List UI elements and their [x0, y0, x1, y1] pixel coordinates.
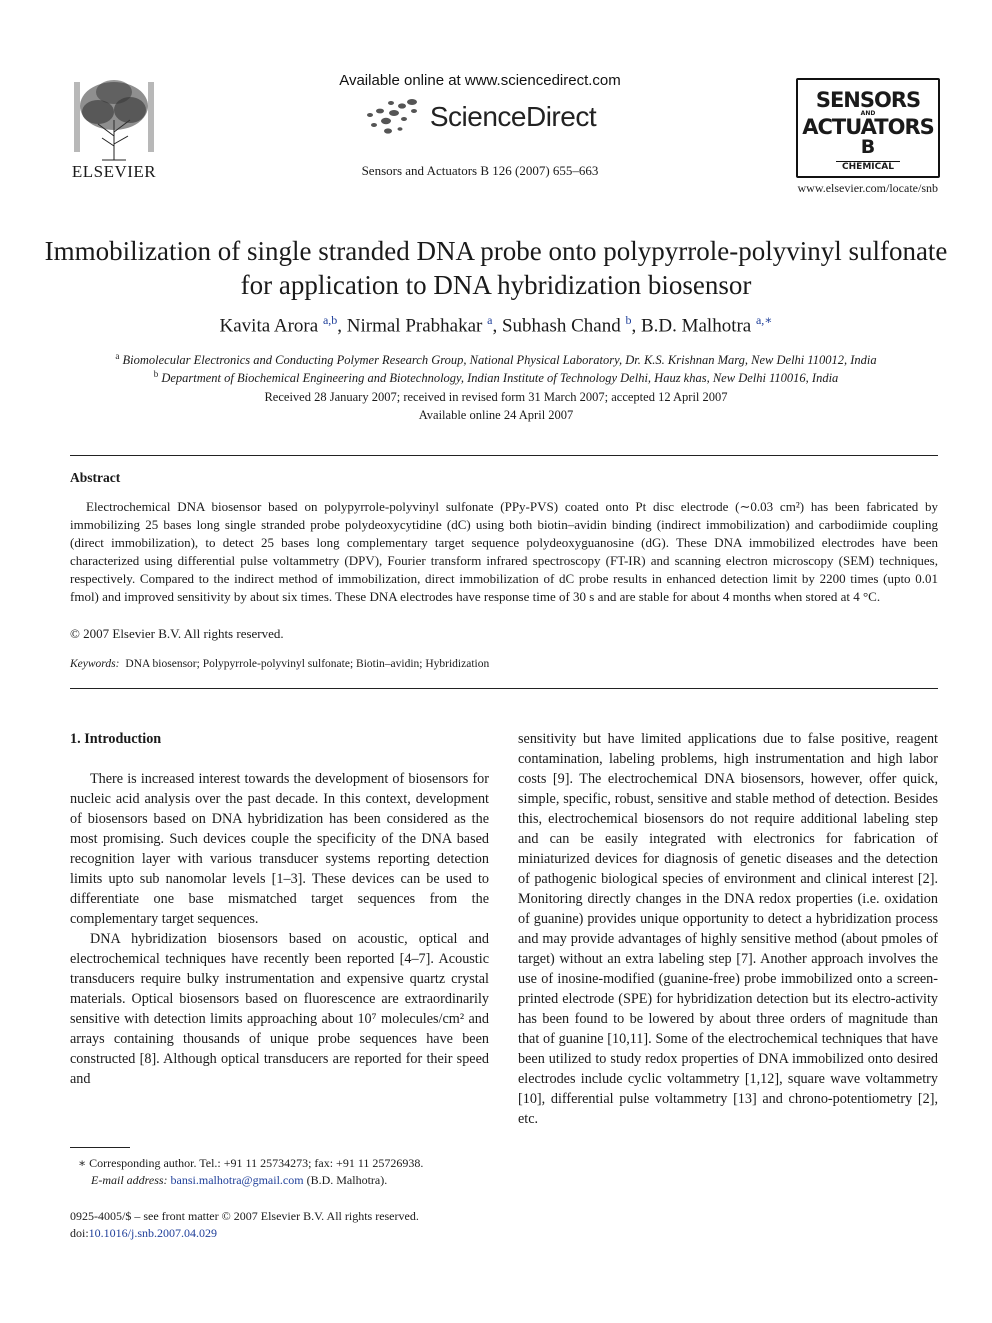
affiliation-marker: b	[153, 369, 159, 379]
email-label: E-mail address:	[91, 1173, 168, 1187]
keywords-list: DNA biosensor; Polypyrrole-polyvinyl sulfonate; Biotin–avidin; Hybridization	[125, 658, 490, 670]
issn-footer	[70, 1208, 419, 1242]
available-online-text[interactable]: Available online at www.sciencedirect.com	[339, 72, 621, 89]
journal-reference: Sensors and Actuators B 126 (2007) 655–663	[361, 163, 599, 178]
article-title: Immobilization of single stranded DNA probe onto polypyrrole-polyvinyl sulfonate for application to DNA hybridization biosensor	[44, 236, 948, 300]
logo-line-actuators: ACTUATORS	[802, 115, 934, 139]
received-dates: Received 28 January 2007; received in revised form 31 March 2007; accepted 12 April 2007	[264, 390, 728, 404]
keywords-label: Keywords:	[70, 658, 120, 670]
footnote-divider	[70, 1147, 130, 1148]
doi-link[interactable]: 10.1016/j.snb.2007.04.029	[88, 1226, 218, 1240]
abstract-heading: Abstract	[70, 470, 121, 485]
sciencedirect-block	[300, 72, 660, 179]
elsevier-wordmark: ELSEVIER	[71, 162, 157, 181]
email-link[interactable]: bansi.malhotra@gmail.com	[170, 1173, 304, 1187]
author-affil-link[interactable]: b	[625, 313, 632, 327]
divider	[70, 688, 938, 689]
sciencedirect-wordmark: ScienceDirect	[429, 101, 597, 132]
divider	[70, 455, 938, 456]
doi-label: doi:	[70, 1226, 89, 1240]
body-paragraph: DNA hybridization biosensors based on acoustic, optical and electrochemical techniques have recently been reported [4–7]. Acoustic transducers require bulky instrumentation and expensive quartz crystal materials. Optical biosensors based on fluorescence are extraordinarily sensitive with detection limits approaching about 10⁷ molecules/cm² and arrays containing thousands of unique probe sequences have been constructed [8]. Although optical transducers are reported for their speed and	[70, 931, 489, 1087]
journal-url-link[interactable]: www.elsevier.com/locate/snb	[797, 181, 938, 195]
sciencedirect-dots-icon	[364, 97, 422, 137]
corresponding-author-footnote	[78, 1155, 423, 1189]
logo-line-chemical: CHEMICAL	[836, 161, 900, 172]
elsevier-logo	[64, 76, 164, 180]
keywords	[70, 658, 489, 670]
author-list: Kavita Arora $^{a,b}$, Nirmal Prabhakar $^a$, Subhash Chand $^b$, B.D. Malhotra $^{a,∗}$	[219, 313, 773, 337]
author-name[interactable]: Nirmal Prabhakar	[346, 315, 483, 337]
author-affil-link[interactable]: a,b	[322, 313, 338, 327]
section-heading-introduction: 1. Introduction	[70, 731, 162, 747]
elsevier-tree-icon	[68, 76, 160, 162]
corresponding-author-text: ∗ Corresponding author. Tel.: +91 11 25734273; fax: +91 11 25726938.	[78, 1156, 424, 1170]
logo-line-sensors: SENSORS	[815, 88, 921, 112]
author-affil-link[interactable]: a	[487, 313, 493, 327]
sensors-actuators-logo	[796, 78, 940, 178]
author-name[interactable]: Kavita Arora	[219, 315, 319, 337]
body-paragraph: sensitivity but have limited applications due to false positive, reagent contamination, labeling problems, high instrumentation and high labor costs [9]. The electrochemical DNA biosensors, however, offer quick, simple, specific, robust, sensitive and stable method of detection. Besides this, electrochemical biosensors do not require additional labeling step and can be easily integrated with electronics for fabrication of miniaturized devices for diagnosis of genetic diseases and the detection of pathogenic biological species of environment and clinical interest [2]. Monitoring directly changes in the DNA redox properties (i.e. oxidation of guanine) provides unique opportunity to detect a hybridization process and may provide advantages of highly sensitive method (about pmoles of target) without an extra labeling step [7]. Another approach involves the use of inosine-modified (guanine-free) probe immobilized onto a screen-printed electrode (SPE) for hybridization detection but its electro-activity has been found to be lowered by about three orders of magnitude than that of guanine [10,11]. Some of the electrochemical techniques that have been utilized to study redox properties of DNA immobilized onto desired electrodes include cyclic voltammetry [1,12], square wave voltammetry [10], differential pulse voltammetry [13] and chrono-potentiometry [2], etc.	[518, 731, 938, 1127]
author-affil-link[interactable]: a,∗	[755, 313, 773, 327]
abstract-copyright: © 2007 Elsevier B.V. All rights reserved.	[70, 626, 284, 641]
author-name[interactable]: B.D. Malhotra	[640, 315, 752, 337]
body-paragraph: There is increased interest towards the development of biosensors for nucleic acid analysis over the past decade. In this context, development of biosensors based on DNA hybridization has been considered as the most promising. Such devices couple the specificity of the DNA based recognition layer with various transducer systems reporting detection limits upto sub nanomolar levels [1–3]. These devices can be used to differentiate one base mismatched target sequences from the complementary target sequences.	[70, 771, 489, 927]
left-column	[70, 769, 489, 1089]
right-column	[518, 729, 938, 1129]
affiliation-a	[40, 351, 952, 368]
available-online-date: Available online 24 April 2007	[418, 408, 574, 422]
affiliation-text: Biomolecular Electronics and Conducting Polymer Research Group, National Physical Laboratory, Dr. K.S. Krishnan Marg, New Delhi 110012, India	[122, 353, 877, 368]
abstract-text: Electrochemical DNA biosensor based on polypyrrole-polyvinyl sulfonate (PPy-PVS) coated onto Pt disc electrode (∼0.03 cm²) has been fabricated by immobilizing 25 bases long single stranded probe polydeoxycytidine (dC) using both biotin–avidin binding (indirect immobilization) and carbodiimide coupling (direct immobilization), to detect 25 bases long complementary target sequence polydeoxyguanosine (dG). These DNA immobilized electrodes have been characterized using differential pulse voltammetry (DPV), Fourier transform infrared spectroscopy (FT-IR) and scanning electron microscopy (SEM) techniques, respectively. Compared to the indirect method of immobilization, direct immobilization of dC probe results in enhanced detection limit by 2200 times (upto 0.01 fmol) and improved sensitivity by about six times. These DNA electrodes have response time of 30 s and are stable for about 4 months when stored at 4 °C.	[70, 499, 938, 605]
author-name[interactable]: Subhash Chand	[501, 315, 621, 337]
affiliation-marker: a	[115, 351, 120, 361]
affiliation-b	[40, 369, 952, 386]
logo-letter-b: B	[860, 136, 876, 158]
email-owner: (B.D. Malhotra).	[306, 1173, 388, 1187]
issn-text: 0925-4005/$ – see front matter © 2007 Elsevier B.V. All rights reserved.	[70, 1209, 419, 1223]
sciencedirect-logo	[300, 95, 660, 139]
logo-line-and: AND	[860, 110, 876, 117]
affiliation-text: Department of Biochemical Engineering and Biotechnology, Indian Institute of Technology Delhi, Hauz khas, New Delhi 110016, India	[161, 371, 839, 386]
